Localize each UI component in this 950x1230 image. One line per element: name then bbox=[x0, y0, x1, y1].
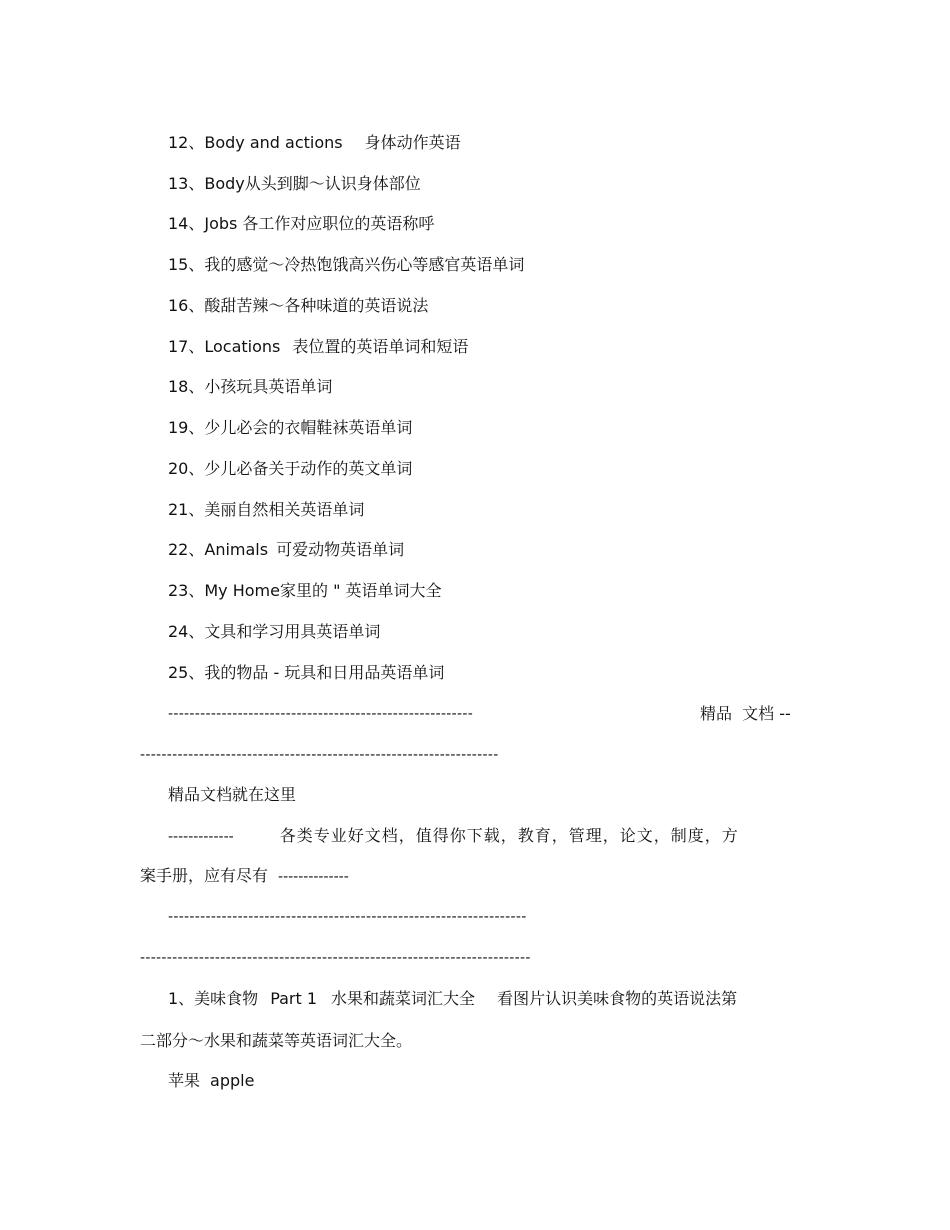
section-heading-desc2: 二部分～水果和蔬菜等英语词汇大全。 bbox=[140, 1031, 413, 1050]
toc-item-20 bbox=[168, 459, 412, 479]
vocab-item bbox=[168, 1071, 254, 1091]
toc-num: 14、 bbox=[168, 214, 205, 233]
toc-item-12 bbox=[168, 133, 461, 153]
toc-zh: 小孩玩具英语单词 bbox=[204, 377, 333, 396]
toc-item-17 bbox=[168, 337, 468, 357]
toc-num: 18、 bbox=[168, 377, 205, 396]
toc-en: Animals bbox=[204, 540, 269, 559]
toc-zh: 美丽自然相关英语单词 bbox=[204, 500, 365, 519]
toc-item-19 bbox=[168, 418, 412, 438]
banner-dashes-short: ------------- bbox=[168, 829, 234, 845]
toc-en: Body and actions bbox=[204, 133, 343, 152]
toc-zh: 家里的 " 英语单词大全 bbox=[279, 581, 442, 600]
banner-desc-line1 bbox=[168, 826, 739, 847]
banner-desc2: 案手册，应有尽有 bbox=[140, 866, 269, 885]
toc-item-21 bbox=[168, 500, 364, 520]
banner-label: 精品 文档 -- bbox=[700, 704, 791, 723]
toc-num: 12、 bbox=[168, 133, 205, 152]
toc-zh: 各工作对应职位的英语称呼 bbox=[242, 214, 435, 233]
toc-zh: 我的物品 - 玩具和日用品英语单词 bbox=[204, 663, 445, 682]
banner-dashes-left: --------------------------------------------------------- bbox=[168, 706, 474, 722]
toc-num: 23、 bbox=[168, 581, 205, 600]
toc-item-18 bbox=[168, 377, 332, 397]
toc-item-13 bbox=[168, 174, 421, 194]
toc-item-16 bbox=[168, 296, 428, 316]
toc-num: 19、 bbox=[168, 418, 205, 437]
section-heading-desc1: 看图片认识美味食物的英语说法第 bbox=[497, 989, 738, 1008]
toc-num: 16、 bbox=[168, 296, 205, 315]
toc-en: Locations bbox=[204, 337, 281, 356]
toc-en: My Home bbox=[204, 581, 280, 600]
banner-dashes-line6: ------------------------------------------------------------------------- bbox=[140, 950, 531, 966]
toc-num: 20、 bbox=[168, 459, 205, 478]
toc-item-22 bbox=[168, 540, 404, 560]
section-heading-part: Part 1 bbox=[270, 989, 318, 1008]
banner-dashes-line2: ------------------------------------------------------------------- bbox=[140, 747, 499, 763]
toc-zh: 少儿必会的衣帽鞋袜英语单词 bbox=[204, 418, 413, 437]
section-heading-num: 1、美味食物 bbox=[168, 989, 259, 1008]
toc-zh: 从头到脚～认识身体部位 bbox=[244, 174, 421, 193]
toc-num: 24、 bbox=[168, 622, 205, 641]
banner-dashes-tail: -------------- bbox=[278, 869, 349, 885]
toc-item-15 bbox=[168, 255, 524, 275]
toc-zh: 身体动作英语 bbox=[364, 133, 461, 152]
section-heading bbox=[168, 989, 737, 1009]
section-heading-title: 水果和蔬菜词汇大全 bbox=[331, 989, 476, 1008]
toc-en: Jobs bbox=[204, 214, 238, 233]
toc-num: 13、 bbox=[168, 174, 205, 193]
toc-num: 25、 bbox=[168, 663, 205, 682]
toc-zh: 表位置的英语单词和短语 bbox=[292, 337, 469, 356]
toc-zh: 可爱动物英语单词 bbox=[276, 540, 405, 559]
toc-item-23 bbox=[168, 581, 442, 601]
toc-item-25 bbox=[168, 663, 444, 683]
vocab-item-zh: 苹果 bbox=[168, 1071, 201, 1090]
toc-zh: 文具和学习用具英语单词 bbox=[204, 622, 381, 641]
toc-num: 15、 bbox=[168, 255, 205, 274]
toc-num: 17、 bbox=[168, 337, 205, 356]
toc-zh: 酸甜苦辣～各种味道的英语说法 bbox=[204, 296, 429, 315]
banner-dashes-line5: ------------------------------------------------------------------- bbox=[168, 909, 527, 925]
vocab-item-en: apple bbox=[210, 1071, 255, 1090]
toc-zh: 少儿必备关于动作的英文单词 bbox=[204, 459, 413, 478]
toc-num: 22、 bbox=[168, 540, 205, 559]
toc-item-24 bbox=[168, 622, 380, 642]
toc-en: Body bbox=[204, 174, 245, 193]
banner-tagline: 精品文档就在这里 bbox=[168, 785, 297, 804]
toc-item-14 bbox=[168, 214, 434, 234]
banner-desc1: 各类专业好文档，值得你下载，教育，管理，论文，制度，方 bbox=[279, 826, 739, 845]
toc-num: 21、 bbox=[168, 500, 205, 519]
toc-zh: 我的感觉～冷热饱饿高兴伤心等感官英语单词 bbox=[204, 255, 525, 274]
banner-desc-line2 bbox=[140, 866, 349, 887]
